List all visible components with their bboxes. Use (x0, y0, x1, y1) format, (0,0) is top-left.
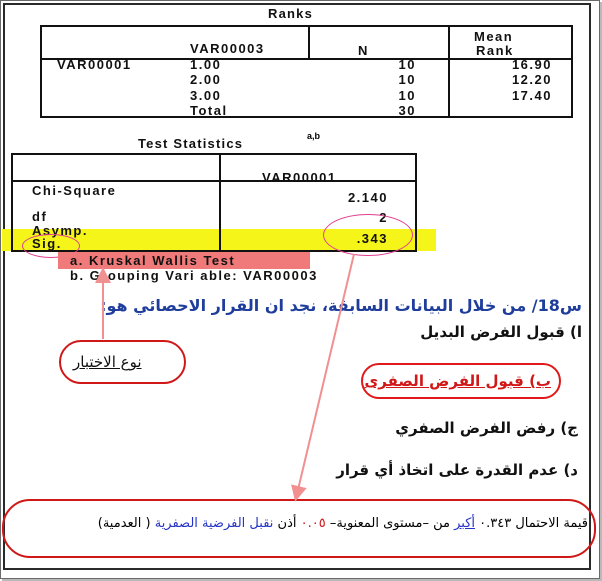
option-a: ا) قبول الفرض البديل (420, 323, 582, 341)
ranks-n: 30 (398, 103, 416, 118)
stat-label: Asymp. (32, 223, 88, 238)
option-d: د) عدم القدرة على اتخاذ أي قرار (336, 461, 578, 479)
explanation-bigger: أكبر (454, 516, 475, 531)
ranks-row-var: VAR00001 (57, 57, 132, 72)
ranks-mean: 17.40 (511, 88, 552, 103)
ranks-rank-header: Rank (476, 43, 514, 58)
ranks-mean: 16.90 (511, 57, 552, 72)
ranks-n: 10 (398, 88, 416, 103)
arrow-to-explanation (297, 254, 354, 494)
explanation-part: أذن (277, 516, 297, 531)
footnote-b: b. Grouping Vari able: VAR00003 (70, 268, 318, 283)
ranks-mean: 12.20 (511, 72, 552, 87)
footnote-a: a. Kruskal Wallis Test (70, 253, 236, 268)
stat-label: Sig. (32, 236, 62, 251)
explanation-decision: نقبل الفرضية الصفرية (154, 516, 274, 531)
ranks-n: 10 (398, 72, 416, 87)
stat-value: 2 (379, 210, 388, 225)
ranks-mean-header: Mean (474, 29, 514, 44)
sig-value: .343 (356, 231, 388, 246)
ranks-group: 3.00 (190, 88, 222, 103)
option-b-correct: ب) قبول الفرض الصفرى (364, 372, 551, 390)
question-title: س18/ من خلال البيانات السابقة، نجد ان القرار الاحصائي هو: (100, 296, 582, 315)
stat-label: Chi-Square (32, 183, 117, 198)
test-stats-var-header: VAR00001 (262, 170, 337, 185)
ranks-title: Ranks (268, 6, 314, 21)
ranks-group: Total (190, 103, 228, 118)
test-type-label: نوع الاختبار (73, 353, 142, 371)
stat-value: 2.140 (347, 190, 388, 205)
explanation-part: قيمة الاحتمال ٠.٣٤٣ (479, 516, 588, 531)
ranks-group: 2.00 (190, 72, 222, 87)
explanation-part: ( العدمية) (97, 516, 151, 531)
ranks-n-header: N (358, 43, 369, 58)
ranks-group-header: VAR00003 (190, 41, 265, 56)
ranks-n: 10 (398, 57, 416, 72)
test-stats-title: Test Statistics (138, 136, 244, 151)
option-c: ج) رفض الفرض الصفري (395, 419, 578, 437)
explanation-alpha: ٠.٠٥ (300, 516, 326, 531)
test-stats-superscript: a,b (307, 131, 321, 141)
explanation-part: من –مستوى المعنوية– (329, 516, 450, 531)
ranks-group: 1.00 (190, 57, 222, 72)
stat-label: df (32, 209, 48, 224)
